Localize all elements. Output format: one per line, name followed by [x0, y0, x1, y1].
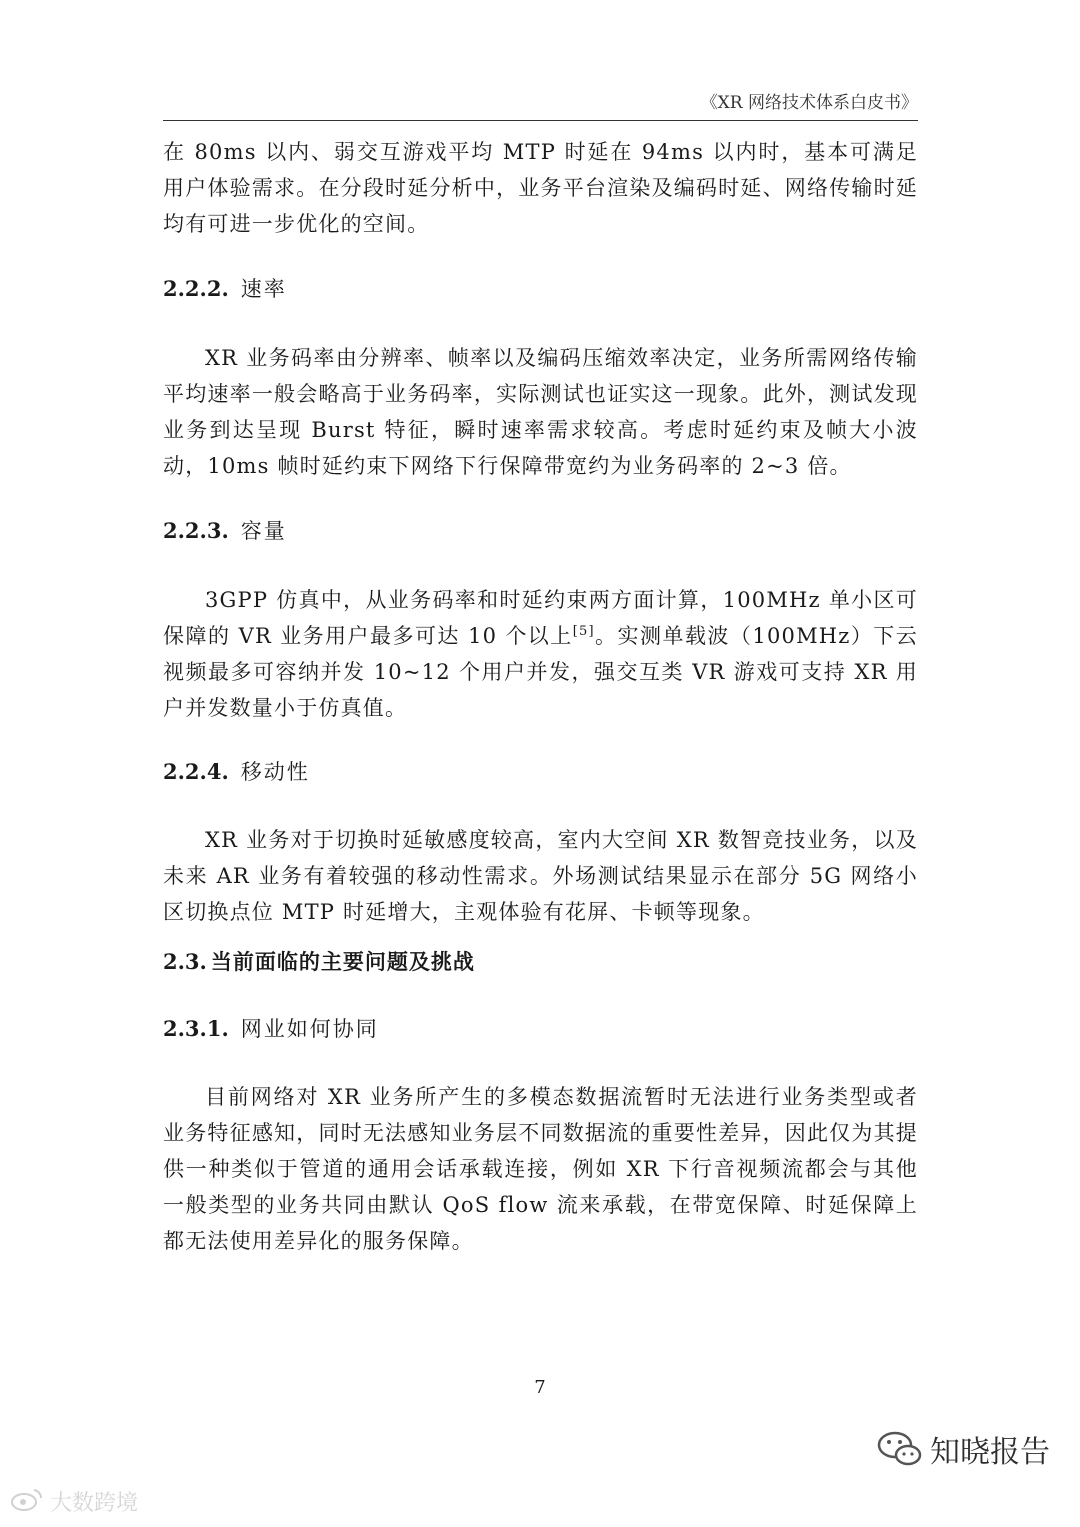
paragraph-text: 。实测单载波（100MHz）下云视频最多可容纳并发 10~12 个用户并发，强交互类 VR 游戏可支持 XR 用户并发数量小于仿真值。	[163, 624, 918, 720]
section-number: 2.3.	[163, 949, 207, 974]
section-heading-2-2-2	[163, 271, 287, 307]
section-number: 2.2.4.	[163, 759, 229, 784]
section-title: 当前面临的主要问题及挑战	[210, 949, 475, 974]
section-title: 速率	[240, 277, 287, 301]
watermark-right	[876, 1427, 1050, 1471]
wechat-icon	[876, 1429, 924, 1469]
citation-ref: [5]	[572, 624, 595, 639]
section-heading-2-3	[163, 944, 475, 980]
section-number: 2.2.2.	[163, 276, 229, 301]
section-heading-2-3-1	[163, 1011, 379, 1047]
paragraph-latency-continued: 在 80ms 以内、弱交互游戏平均 MTP 时延在 94ms 以内时，基本可满足用户体验需求。在分段时延分析中，业务平台渲染及编码时延、网络传输时延均有可进一步优化的空间。	[163, 140, 918, 236]
watermark-right-text: 知晓报告	[930, 1435, 1050, 1470]
section-heading-2-2-3	[163, 513, 287, 549]
section-title: 容量	[240, 519, 287, 543]
section-title: 网业如何协同	[240, 1017, 379, 1041]
running-header: 《XR 网络技术体系白皮书》	[700, 93, 918, 113]
paragraph-rate: XR 业务码率由分辨率、帧率以及编码压缩效率决定，业务所需网络传输平均速率一般会略高于业务码率，实际测试也证实这一现象。此外，测试发现业务到达呈现 Burst 特征，瞬时速率需求较高。考虑时延约束及帧大小波动，10ms 帧时延约束下网络下行保障带宽约为业务码率的 2~3 倍。	[163, 346, 918, 478]
watermark-left	[10, 1486, 138, 1517]
weibo-icon	[10, 1487, 44, 1516]
section-number: 2.3.1.	[163, 1016, 229, 1041]
watermark-left-text: 大数跨境	[50, 1491, 139, 1516]
paragraph-network-business-coordination: 目前网络对 XR 业务所产生的多模态数据流暂时无法进行业务类型或者业务特征感知，同时无法感知业务层不同数据流的重要性差异，因此仅为其提供一种类似于管道的通用会话承载连接，例如 XR 下行音视频流都会与其他一般类型的业务共同由默认 QoS flow 流来承载，在带宽保障、时延保障上都无法使用差异化的服务保障。	[163, 1085, 918, 1253]
section-number: 2.2.3.	[163, 518, 229, 543]
paragraph-mobility: XR 业务对于切换时延敏感度较高，室内大空间 XR 数智竞技业务，以及未来 AR 业务有着较强的移动性需求。外场测试结果显示在部分 5G 网络小区切换点位 MTP 时延增大，主观体验有花屏、卡顿等现象。	[163, 828, 918, 924]
section-title: 移动性	[240, 760, 310, 784]
paragraph-text: 3GPP 仿真中，从业务码率和时延约束两方面计算，100MHz 单小区可保障的 VR 业务用户最多可达 10 个以上	[163, 588, 918, 648]
page-number: 7	[534, 1377, 546, 1398]
header-rule	[163, 120, 918, 121]
paragraph-capacity	[163, 582, 918, 726]
section-heading-2-2-4	[163, 754, 310, 790]
